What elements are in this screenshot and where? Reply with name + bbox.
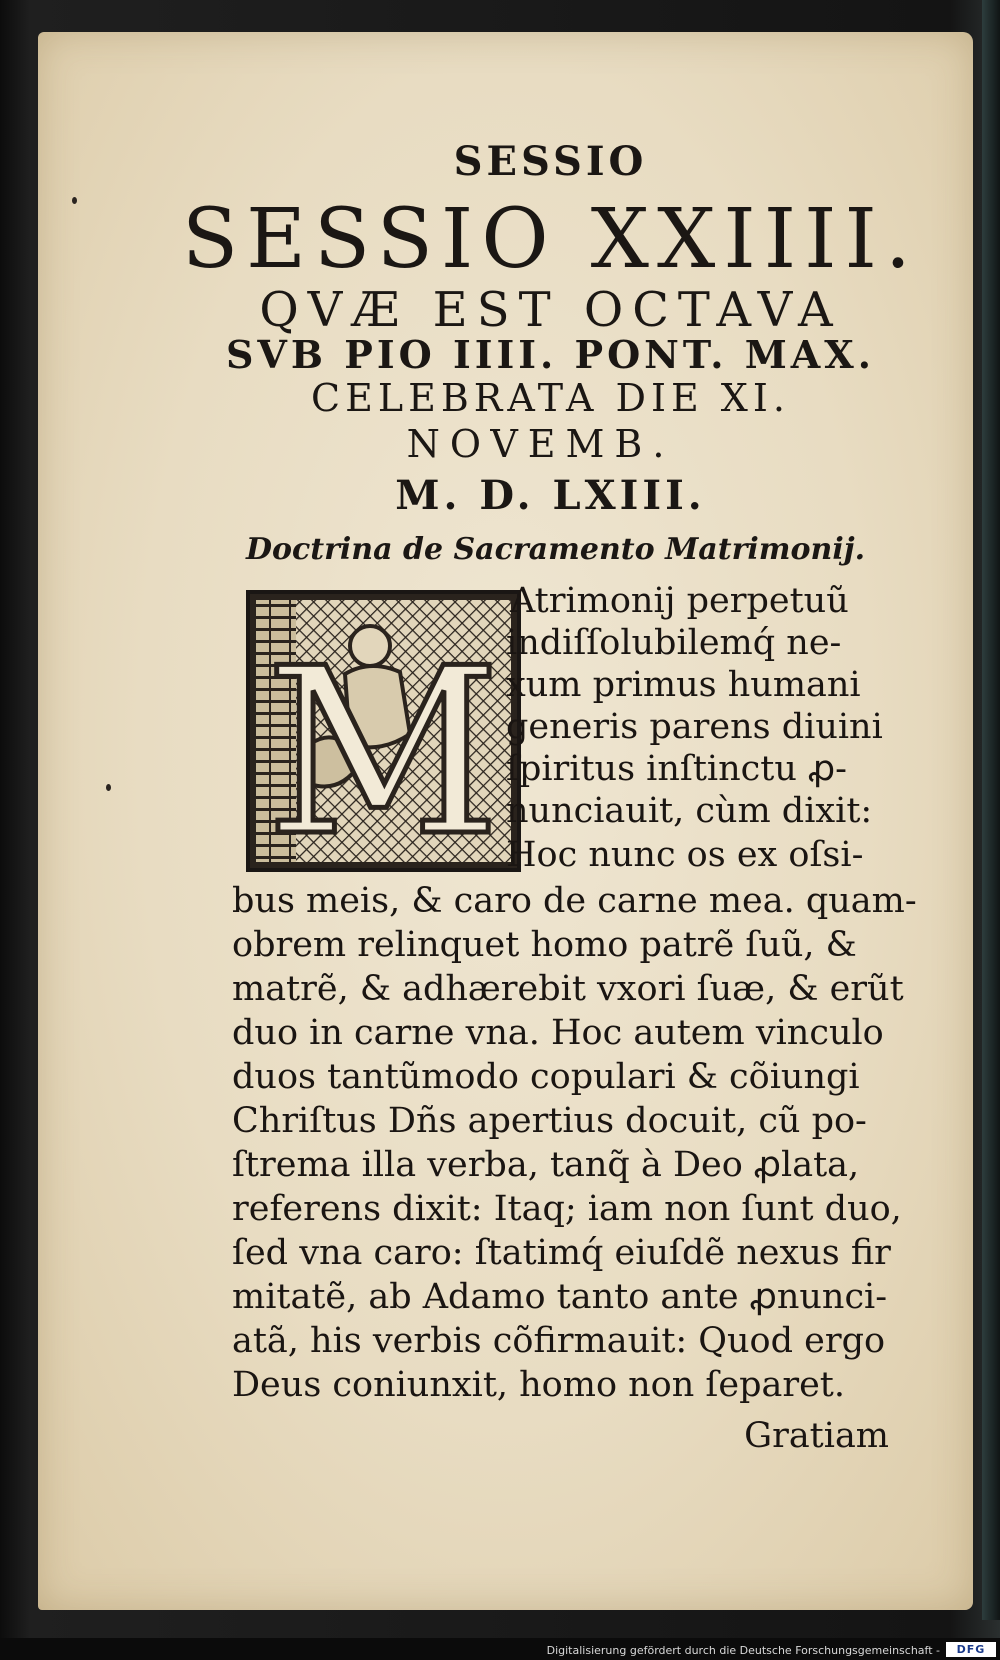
running-head: SESSIO <box>453 138 648 185</box>
body-line: matrẽ, & adhærebit vxori ſuæ, & erũt <box>232 969 904 1009</box>
dfg-logo: DFG <box>946 1642 996 1657</box>
subtitle-line: NOVEMB. <box>406 422 675 466</box>
ink-spot <box>106 784 111 791</box>
body-line: Deus coniunxit, homo non ſeparet. <box>232 1365 845 1405</box>
initial-letter: M <box>265 620 501 868</box>
subtitle-line: CELEBRATA DIE XI. <box>311 376 790 420</box>
body-line: referens dixit: Itaq; iam non ſunt duo, <box>232 1189 902 1229</box>
body-line: nunciauit, cùm dixit: <box>506 791 873 831</box>
subtitle-line: QVÆ EST OCTAVA <box>259 282 842 338</box>
body-line: ſed vna caro: ſtatimq́ eiuſdẽ nexus fir <box>232 1233 891 1273</box>
body-line: Hoc nunc os ex oſsi- <box>506 835 864 875</box>
session-title: SESSIO XXIIII. <box>181 192 919 287</box>
body-line: duo in carne vna. Hoc autem vinculo <box>232 1013 884 1053</box>
body-line: indiſſolubilemq́ ne- <box>506 623 842 663</box>
body-line: bus meis, & caro de carne mea. quam- <box>232 881 917 921</box>
book-spine-edge <box>982 0 1000 1620</box>
body-line: mitatẽ, ab Adamo tanto ante ꝓnunci- <box>232 1277 888 1317</box>
body-line: xum primus humani <box>506 665 861 705</box>
body-line: ſpiritus inſtinctu ꝓ- <box>506 749 847 789</box>
decorated-initial <box>246 590 521 872</box>
body-line: Atrimonij perpetuũ <box>510 581 849 621</box>
woodcut-initial-m <box>250 594 517 868</box>
body-line: duos tantũmodo copulari & cõiungi <box>232 1057 860 1097</box>
body-line: generis parens diuini <box>506 707 883 747</box>
section-heading: Doctrina de Sacramento Matrimonij. <box>245 532 866 567</box>
ink-spot <box>72 197 77 204</box>
catchword: Gratiam <box>744 1416 889 1456</box>
funding-note: Digitalisierung gefördert durch die Deutsche Forschungsgemeinschaft - <box>546 1644 940 1657</box>
body-line: ſtrema illa verba, tanq̃ à Deo ꝓlata, <box>232 1145 860 1185</box>
subtitle-line: SVB PIO IIII. PONT. MAX. <box>225 332 876 377</box>
body-line: Chriſtus Dñs apertius docuit, cũ po- <box>232 1101 867 1141</box>
footer-bar <box>0 1638 1000 1660</box>
body-line: atã, his verbis cõfirmauit: Quod ergo <box>232 1321 886 1361</box>
body-line: obrem relinquet homo patrẽ ſuũ, & <box>232 925 857 965</box>
year-line: M. D. LXIII. <box>395 472 706 519</box>
book-page <box>38 32 973 1610</box>
